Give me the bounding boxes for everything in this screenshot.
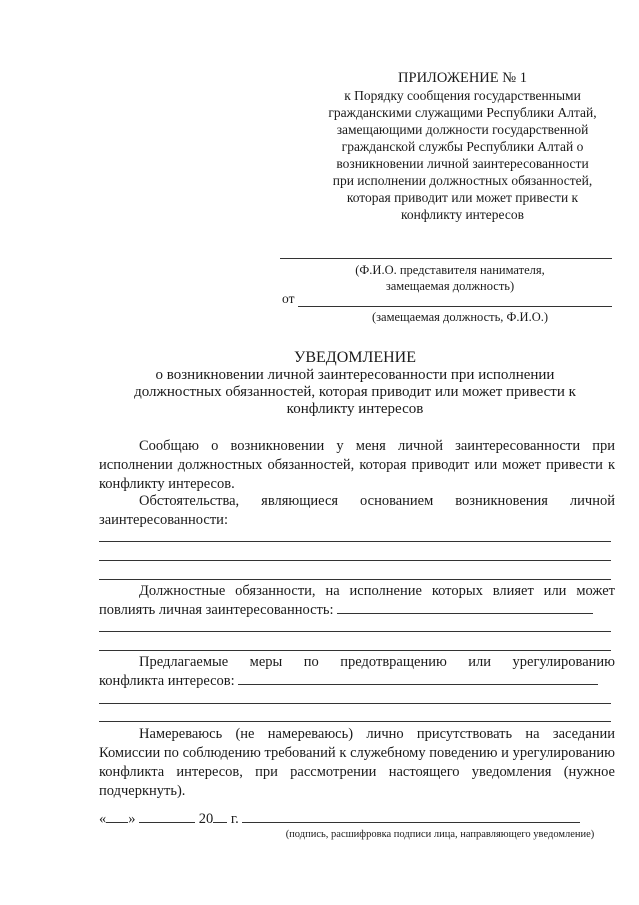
paragraph-circumstances-line2: заинтересованности: xyxy=(99,512,228,528)
appendix-line: гражданской службы Республики Алтай о xyxy=(341,139,584,154)
appendix-line: конфликту интересов xyxy=(401,207,524,222)
paragraph-measures-line2 xyxy=(99,672,615,691)
from-line xyxy=(298,306,612,307)
recipient-caption-1: (Ф.И.О. представителя нанимателя, xyxy=(355,263,545,277)
recipient-name-line xyxy=(280,258,612,259)
appendix-line: гражданскими служащими Республики Алтай, xyxy=(328,105,597,120)
date-quote-open: « xyxy=(99,811,107,827)
circumstances-fill-line xyxy=(99,579,611,580)
notice-subtitle-line: о возникновении личной заинтересованности при исполнении xyxy=(155,367,555,383)
from-caption: (замещаемая должность, Ф.И.О.) xyxy=(371,310,549,324)
appendix-title: ПРИЛОЖЕНИЕ № 1 xyxy=(398,70,527,86)
appendix-line: к Порядку сообщения государственными xyxy=(344,88,581,103)
paragraph-duties-line2 xyxy=(99,601,615,620)
date-signature-row xyxy=(99,810,619,828)
appendix-line: при исполнении должностных обязанностей, xyxy=(332,173,593,188)
paragraph-duties-line1: Должностные обязанности, на исполнение которых влияет или может xyxy=(139,583,615,599)
date-year-suffix: г. xyxy=(230,811,239,827)
from-label: от xyxy=(282,291,295,306)
measures-label: конфликта интересов: xyxy=(99,673,235,689)
date-month-blank xyxy=(139,810,195,823)
duties-fill-line xyxy=(99,631,611,632)
circumstances-fill-line xyxy=(99,541,611,542)
appendix-line: замещающими должности государственной xyxy=(336,122,589,137)
paragraph-circumstances-line1: Обстоятельства, являющиеся основанием возникновения личной xyxy=(139,493,615,509)
signature-blank xyxy=(242,810,580,823)
date-quote-close: » xyxy=(128,811,136,827)
paragraph-measures-line1: Предлагаемые меры по предотвращению или урегулированию xyxy=(139,654,615,670)
measures-fill-line xyxy=(99,721,611,722)
paragraph-intention: Намереваюсь (не намереваюсь) лично присутствовать на заседании Комиссии по соблюдению требований к служебному поведению и урегулированию конфликта интересов, при рассмотрении настоящего уведомления (нужное подчеркнуть). xyxy=(99,726,615,799)
appendix-line: возникновении личной заинтересованности xyxy=(336,156,589,171)
notice-subtitle-line: конфликту интересов xyxy=(286,401,424,417)
appendix-block xyxy=(300,70,625,223)
circumstances-fill-line xyxy=(99,560,611,561)
duties-fill-line xyxy=(99,650,611,651)
notice-title: УВЕДОМЛЕНИЕ xyxy=(294,349,416,366)
notice-subtitle-line: должностных обязанностей, которая приводит или может привести к xyxy=(134,384,576,400)
date-year-blank xyxy=(213,810,227,823)
paragraph-statement: Сообщаю о возникновении у меня личной заинтересованности при исполнении должностных обязанностей, которая приводит или может привести к конфликту интересов. xyxy=(99,438,615,492)
measures-fill-line xyxy=(99,703,611,704)
date-day-blank xyxy=(106,810,128,823)
measures-fill-inline xyxy=(238,672,598,685)
recipient-caption-2: замещаемая должность) xyxy=(385,279,515,293)
date-year-prefix: 20 xyxy=(198,811,214,827)
appendix-line: которая приводит или может привести к xyxy=(346,190,579,205)
duties-fill-inline xyxy=(337,601,593,614)
signature-caption: (подпись, расшифровка подписи лица, направляющего уведомление) xyxy=(285,829,595,840)
duties-label: повлиять личная заинтересованность: xyxy=(99,602,334,618)
